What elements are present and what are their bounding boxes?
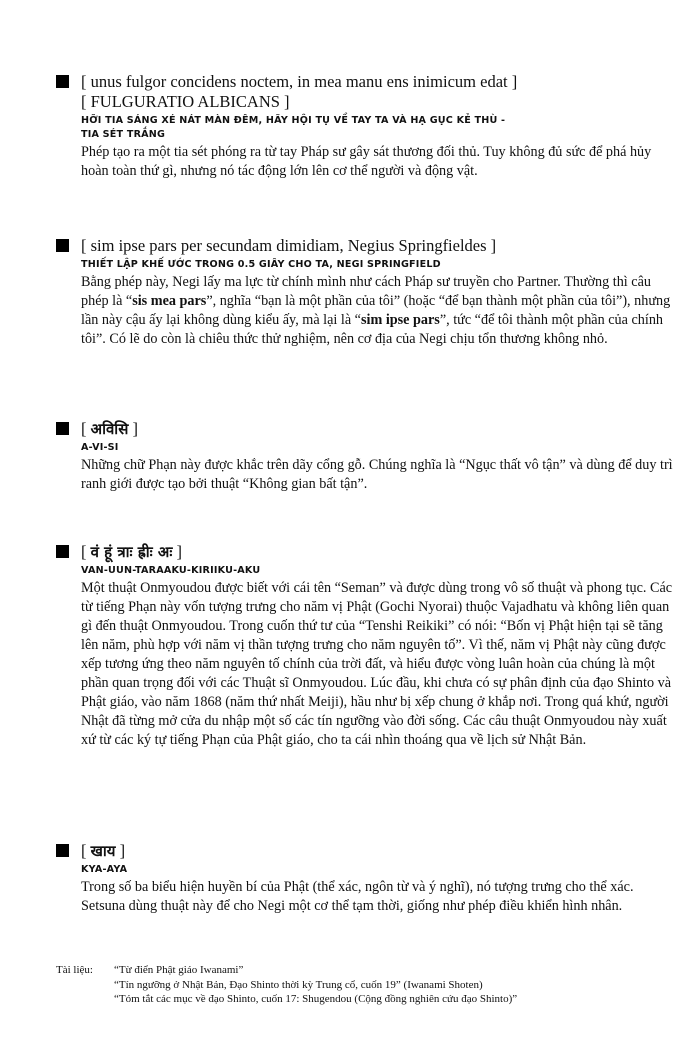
entry-sim-ipse-pars bbox=[56, 236, 676, 349]
sanskrit-glyphs: खाय bbox=[90, 842, 116, 860]
sanskrit-glyphs: वं हूं त्राः ह्रीः अः bbox=[90, 543, 173, 561]
bullet-square-icon bbox=[56, 545, 69, 558]
entry-kya-aya bbox=[56, 841, 676, 916]
transliteration: A-VI-SI bbox=[81, 442, 119, 453]
references-label: Tài liệu: bbox=[56, 964, 93, 976]
description-part: ”, nghĩa “bạn là một phần của tôi” (hoặc “để bạn thành một phần của tôi”), nhưng lần này cậu ấy lại không dùng kiểu ấy, mà lại là “ bbox=[81, 293, 671, 328]
reference-item: “Từ điển Phật giáo Iwanami” bbox=[114, 964, 244, 976]
entry-van-uun bbox=[56, 542, 676, 750]
entry-heading: [ वं हूं त्राः ह्रीः अः ] bbox=[56, 542, 676, 562]
description-part: ”, tức “để tôi thành một phần của chính tôi”. Có lẽ do còn là chiêu thức thử nghiệm, nên cơ địa của Negi chịu tổn thương không nhỏ. bbox=[81, 312, 664, 347]
description bbox=[81, 273, 676, 349]
bullet-square-icon bbox=[56, 75, 69, 88]
description-part: Bằng phép này, Negi lấy ma lực từ chính mình như cách Pháp sư truyền cho Partner. Thường thì câu phép là “ bbox=[81, 274, 651, 309]
bullet-square-icon bbox=[56, 422, 69, 435]
reference-item: “Tóm tắt các mục về đạo Shinto, cuốn 17: Shugendou (Cộng đồng nghiên cứu đạo Shinto)” bbox=[114, 993, 518, 1005]
sanskrit-glyphs: अविसि bbox=[90, 420, 129, 438]
bullet-square-icon bbox=[56, 844, 69, 857]
description: Một thuật Onmyoudou được biết với cái tên “Seman” và được dùng trong vô số thuật và phong tục. Các từ tiếng Phạn này vốn tượng trưng cho năm vị Phật (Gochi Nyorai) thuộc Vajadhatu và không liên quan gì đến thuật Onmyoudou. Trong cuốn thứ tư của “Tenshi Reikiki” có nói: “Bốn vị Phật hiện tại sẽ tăng lên năm, phù hợp với năm vị thần tượng trưng cho năm nguyên tố”. Vì thế, năm vị Phật này cũng được xếp tương ứng theo năm nguyên tố chính của trời đất, và hiểu được vòng luân hoàn của chúng là một phần quan trọng đối với các Thuật sĩ Onmyoudou. Lúc đầu, khi chưa có sự phân định của đạo Shinto và Phật giáo, vào năm 1868 (năm thứ nhất Meiji), hầu như bị xếp chung ở khắp nơi. Trong quá khứ, người Nhật đã từng mở cửa du nhập một số các tín ngưỡng vào đời sống. Các câu thuật Onmyoudou này xuất xứ từ các ký tự tiếng Phạn của Phật giáo, cho ta cái nhìn thoáng qua về lịch sử Nhật Bản. bbox=[81, 580, 673, 748]
transliteration: VAN-UUN-TARAAKU-KIRIIKU-AKU bbox=[81, 565, 261, 576]
description: Trong số ba biểu hiện huyền bí của Phật (thể xác, ngôn từ và ý nghĩ), nó tượng trưng cho thể xác. Setsuna dùng thuật này để cho Negi một cơ thể tạm thời, giống như phép điều khiển hình nhân. bbox=[81, 879, 634, 914]
references bbox=[56, 963, 686, 1007]
description: Phép tạo ra một tia sét phóng ra từ tay Pháp sư gây sát thương đối thủ. Tuy không đủ sức để phá hủy hoàn toàn thứ gì, nhưng nó tác động lớn lên cơ thể người và động vật. bbox=[81, 144, 652, 179]
reference-item: “Tín ngưỡng ở Nhật Bản, Đạo Shinto thời kỳ Trung cổ, cuốn 19” (Iwanami Shoten) bbox=[114, 978, 483, 991]
incantation-text: [ unus fulgor concidens noctem, in mea manu ens inimicum edat ] bbox=[81, 72, 518, 91]
keyword: sim ipse pars bbox=[360, 312, 440, 328]
translation-line: THIẾT LẬP KHẾ ƯỚC TRONG 0.5 GIÂY CHO TA, NEGI SPRINGFIELD bbox=[81, 259, 441, 270]
transliteration: KYA-AYA bbox=[81, 864, 128, 875]
keyword: sis mea pars bbox=[132, 293, 207, 309]
translation-line: TIA SÉT TRẮNG bbox=[81, 129, 166, 140]
description: Những chữ Phạn này được khắc trên dãy cổng gỗ. Chúng nghĩa là “Ngục thất vô tận” và dùng để duy trì ranh giới được tạo bởi thuật “Không gian bất tận”. bbox=[81, 457, 673, 492]
entry-fulguratio bbox=[56, 72, 676, 181]
translation-line: HỠI TIA SÁNG XÉ NÁT MÀN ĐÊM, HÃY HỘI TỤ VỀ TAY TA VÀ HẠ GỤC KẺ THÙ - bbox=[81, 115, 506, 126]
entry-heading bbox=[56, 72, 676, 92]
entry-heading bbox=[56, 236, 676, 256]
bullet-square-icon bbox=[56, 239, 69, 252]
incantation-text: [ sim ipse pars per secundam dimidiam, Negius Springfieldes ] bbox=[81, 236, 497, 255]
entry-heading: [ अविसि ] bbox=[56, 419, 676, 439]
entry-heading: [ खाय ] bbox=[56, 841, 676, 861]
spell-name: [ FULGURATIO ALBICANS ] bbox=[81, 92, 290, 111]
entry-a-vi-si bbox=[56, 419, 676, 494]
